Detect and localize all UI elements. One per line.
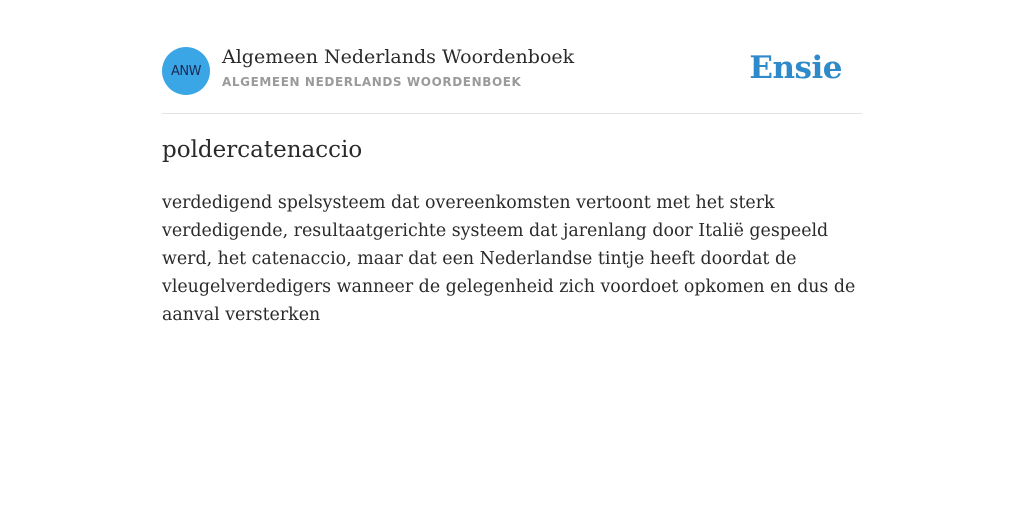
- entry-term: poldercatenaccio: [162, 137, 363, 163]
- source-title[interactable]: Algemeen Nederlands Woordenboek: [222, 46, 575, 68]
- entry-card: [162, 0, 862, 512]
- source-subtitle: ALGEMEEN NEDERLANDS WOORDENBOEK: [222, 75, 522, 89]
- source-header: [162, 0, 862, 114]
- anw-logo[interactable]: [162, 47, 210, 95]
- logo-text: ANW: [171, 63, 201, 79]
- ensie-brand-logo[interactable]: Ensie: [749, 50, 842, 86]
- entry-definition: verdedigend spelsysteem dat overeenkomsten vertoont met het sterk verdedigende, resultaatgerichte systeem dat jarenlang door Italië gespeeld werd, het catenaccio, maar dat een Nederlandse tintje heeft doordat de vleugelverdedigers wanneer de gelegenheid zich voordoet opkomen en dus de aanval versterken: [162, 193, 856, 325]
